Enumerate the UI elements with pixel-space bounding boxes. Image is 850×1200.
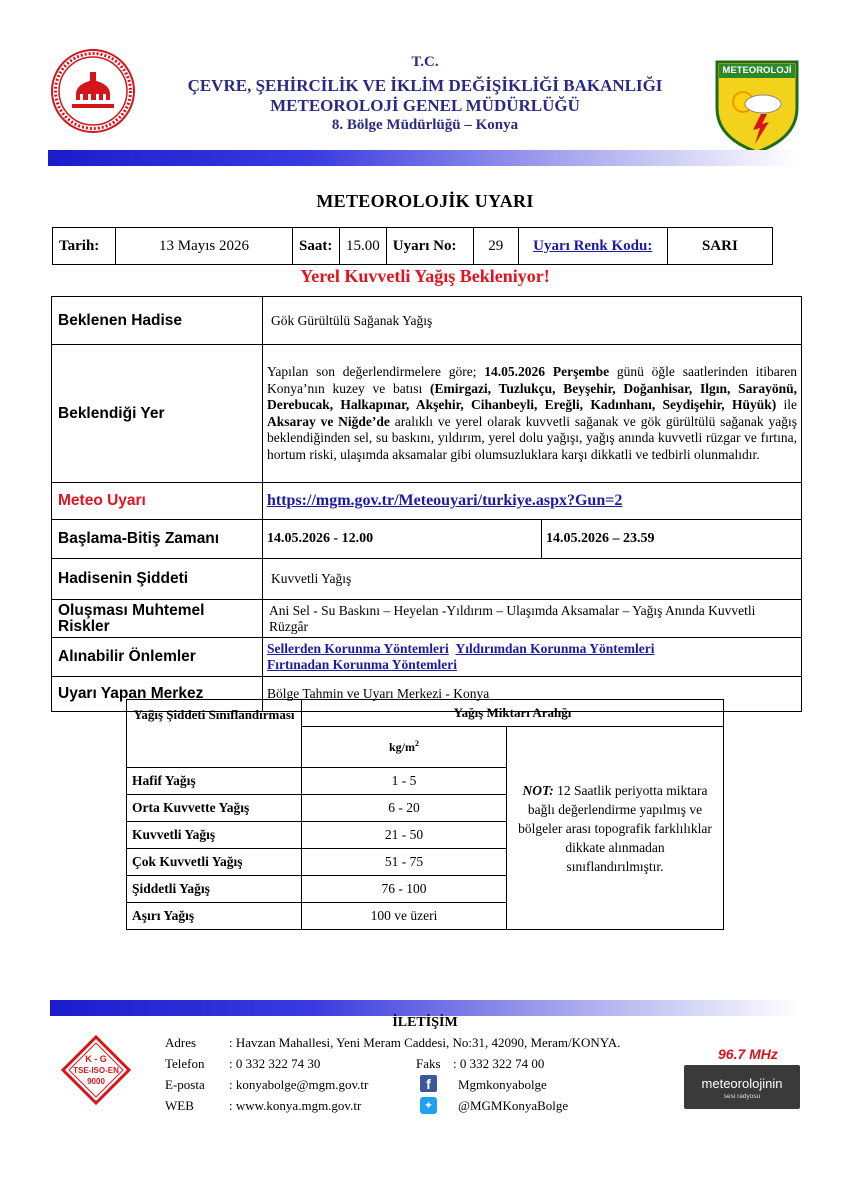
date-label: Tarih: bbox=[53, 228, 116, 265]
header-divider bbox=[48, 150, 798, 166]
radio-logo bbox=[684, 1065, 800, 1109]
row-expected-place bbox=[52, 345, 802, 483]
date-value: 13 Mayıs 2026 bbox=[116, 228, 293, 265]
storm-protection-link[interactable]: Fırtınadan Korunma Yöntemleri bbox=[267, 657, 457, 672]
rain-class: Kuvvetli Yağış bbox=[127, 822, 302, 849]
logo-text: METEOROLOJİ bbox=[722, 65, 792, 76]
address-value: : Havzan Mahallesi, Yeni Meram Caddesi, No:31, 42090, Meram/KONYA. bbox=[229, 1035, 621, 1050]
color-code-cell bbox=[518, 228, 667, 265]
place-value bbox=[263, 345, 802, 483]
risks-label: Oluşması Muhtemel Riskler bbox=[52, 600, 263, 638]
address-label: Adres bbox=[165, 1035, 197, 1050]
unit-text: kg/m bbox=[388, 740, 415, 754]
measures-links bbox=[263, 638, 802, 677]
place-text-2: günü öğle saatlerinden itibaren Konya’nın kuzey ve batısı bbox=[267, 364, 797, 396]
rain-range: 100 ve üzeri bbox=[302, 903, 507, 930]
row-severity bbox=[52, 559, 802, 600]
web-label: WEB bbox=[165, 1098, 194, 1113]
regional-office: 8. Bölge Müdürlüğü – Konya bbox=[331, 117, 519, 133]
meteoroloji-logo bbox=[713, 58, 801, 154]
unit-cell bbox=[302, 727, 507, 768]
phone-label: Telefon bbox=[165, 1056, 205, 1071]
email-value[interactable]: : konyabolge@mgm.gov.tr bbox=[229, 1077, 369, 1092]
place-districts: (Emirgazi, Tuzlukçu, Beyşehir, Doğanhisar, Ilgın, Sarayönü, Derebucak, Halkapınar, Akşehir, Cihanbeyli, Ereğli, Kadınhanı, Seydişehir, Hüyük) bbox=[267, 380, 798, 412]
color-code-value: SARI bbox=[667, 228, 772, 265]
place-label: Beklendiği Yer bbox=[52, 345, 263, 483]
warning-headline: Yerel Kuvvetli Yağış Bekleniyor! bbox=[300, 266, 550, 286]
time-value: 15.00 bbox=[340, 228, 387, 265]
radio-frequency: 96.7 MHz bbox=[718, 1046, 778, 1062]
center-label: Uyarı Yapan Merkez bbox=[52, 677, 263, 712]
rain-class: Çok Kuvvetli Yağış bbox=[127, 849, 302, 876]
event-label: Beklenen Hadise bbox=[52, 297, 263, 345]
start-time: 14.05.2026 - 12.00 bbox=[263, 520, 542, 559]
twitter-account[interactable]: @MGMKonyaBolge bbox=[458, 1098, 569, 1113]
event-value: Gök Gürültülü Sağanak Yağış bbox=[263, 297, 802, 345]
severity-value: Kuvvetli Yağış bbox=[263, 559, 802, 600]
facebook-account[interactable]: Mgmkonyabolge bbox=[458, 1077, 547, 1092]
lightning-protection-link[interactable]: Yıldırımdan Korunma Yöntemleri bbox=[455, 641, 655, 656]
facebook-icon: f bbox=[420, 1075, 437, 1092]
row-measures bbox=[52, 638, 802, 677]
radio-tagline: sesi radyosu bbox=[723, 1093, 761, 1100]
note-label: NOT: bbox=[522, 782, 554, 798]
header-line-tc: T.C. bbox=[411, 54, 439, 70]
color-code-link[interactable]: Uyarı Renk Kodu: bbox=[533, 237, 653, 254]
row-risks bbox=[52, 600, 802, 638]
fax-value: : 0 332 322 74 00 bbox=[453, 1056, 545, 1071]
classification-header: Yağış Şiddeti Sınıflandırması bbox=[127, 700, 302, 768]
warning-info-table bbox=[52, 227, 773, 265]
rain-range: 21 - 50 bbox=[302, 822, 507, 849]
end-time: 14.05.2026 – 23.59 bbox=[542, 520, 802, 559]
ministry-name: ÇEVRE, ŞEHİRCİLİK VE İKLİM DEĞİŞİKLİĞİ BAKANLIĞI bbox=[187, 76, 663, 95]
unit-superscript: 2 bbox=[415, 739, 419, 748]
row-start-end bbox=[52, 520, 802, 559]
place-date: 14.05.2026 Perşembe bbox=[484, 364, 610, 379]
flood-protection-link[interactable]: Sellerden Korunma Yöntemleri bbox=[267, 641, 449, 656]
tse-badge bbox=[61, 1035, 131, 1105]
contact-heading: İLETİŞİM bbox=[392, 1015, 458, 1030]
rain-class: Şiddetli Yağış bbox=[127, 876, 302, 903]
note-cell bbox=[507, 727, 724, 930]
rain-classification-table bbox=[126, 699, 724, 930]
directorate-name: METEOROLOJİ GENEL MÜDÜRLÜĞÜ bbox=[270, 96, 580, 115]
note-text: 12 Saatlik periyotta miktara bağlı değerlendirme yapılmış ve bölgeler arası topografik farklılıklar dikkate alınmadan sınıflandırılmıştır. bbox=[518, 782, 712, 874]
meteo-label: Meteo Uyarı bbox=[52, 483, 263, 520]
twitter-icon: ✦ bbox=[420, 1097, 437, 1114]
place-text-4: aralıklı ve yerel olarak kuvvetli sağanak ve gök gürültülü sağanak yağış beklendiğinden sel, su baskını, yıldırım, yerel dolu yağışı, yağış anında kuvvetli rüzgar ve fırtına, hortum riski, ulaşımda aksamalar gibi olumsuzluklara karşı dikkatli ve tedbirli olunmalıdır. bbox=[267, 413, 797, 462]
measures-label: Alınabilir Önlemler bbox=[52, 638, 263, 677]
time-label: Saat: bbox=[293, 228, 340, 265]
rain-range: 6 - 20 bbox=[302, 795, 507, 822]
tse-line2: TSE-ISO-EN bbox=[73, 1066, 119, 1075]
place-text-1: Yapılan son değerlendirmelere göre; bbox=[267, 364, 485, 379]
row-expected-event bbox=[52, 297, 802, 345]
footer-divider bbox=[50, 1000, 800, 1016]
rain-class: Orta Kuvvette Yağış bbox=[127, 795, 302, 822]
start-end-label: Başlama-Bitiş Zamanı bbox=[52, 520, 263, 559]
warning-no-value: 29 bbox=[473, 228, 518, 265]
rain-range: 51 - 75 bbox=[302, 849, 507, 876]
meteo-link-cell bbox=[263, 483, 802, 520]
warning-details-table bbox=[51, 296, 802, 712]
rain-range: 1 - 5 bbox=[302, 768, 507, 795]
rain-class: Aşırı Yağış bbox=[127, 903, 302, 930]
fax-label: Faks bbox=[416, 1056, 441, 1071]
place-provinces: Aksaray ve Niğde’de bbox=[267, 413, 390, 429]
amount-header: Yağış Miktarı Aralığı bbox=[302, 700, 724, 727]
tse-line1: K - G bbox=[85, 1054, 107, 1064]
radio-name: meteorolojinin bbox=[701, 1076, 783, 1091]
phone-value: : 0 332 322 74 30 bbox=[229, 1056, 321, 1071]
center-value: Bölge Tahmin ve Uyarı Merkezi - Konya bbox=[263, 677, 802, 712]
page-title: METEOROLOJİK UYARI bbox=[316, 191, 534, 211]
risks-value: Ani Sel - Su Baskını – Heyelan -Yıldırım – Ulaşımda Aksamalar – Yağış Anında Kuvvetli Rüzgâr bbox=[263, 600, 802, 638]
warning-no-label: Uyarı No: bbox=[386, 228, 473, 265]
severity-label: Hadisenin Şiddeti bbox=[52, 559, 263, 600]
rain-class: Hafif Yağış bbox=[127, 768, 302, 795]
rain-range: 76 - 100 bbox=[302, 876, 507, 903]
email-label: E-posta bbox=[165, 1077, 205, 1092]
tse-line3: 9000 bbox=[87, 1077, 105, 1086]
twitter-link[interactable] bbox=[420, 1096, 437, 1114]
web-value[interactable]: : www.konya.mgm.gov.tr bbox=[229, 1098, 362, 1113]
place-text-3: ile bbox=[776, 397, 797, 412]
row-meteo-warning bbox=[52, 483, 802, 520]
facebook-link[interactable] bbox=[420, 1075, 437, 1094]
meteo-warning-link[interactable]: https://mgm.gov.tr/Meteouyari/turkiye.aspx?Gun=2 bbox=[267, 492, 623, 509]
